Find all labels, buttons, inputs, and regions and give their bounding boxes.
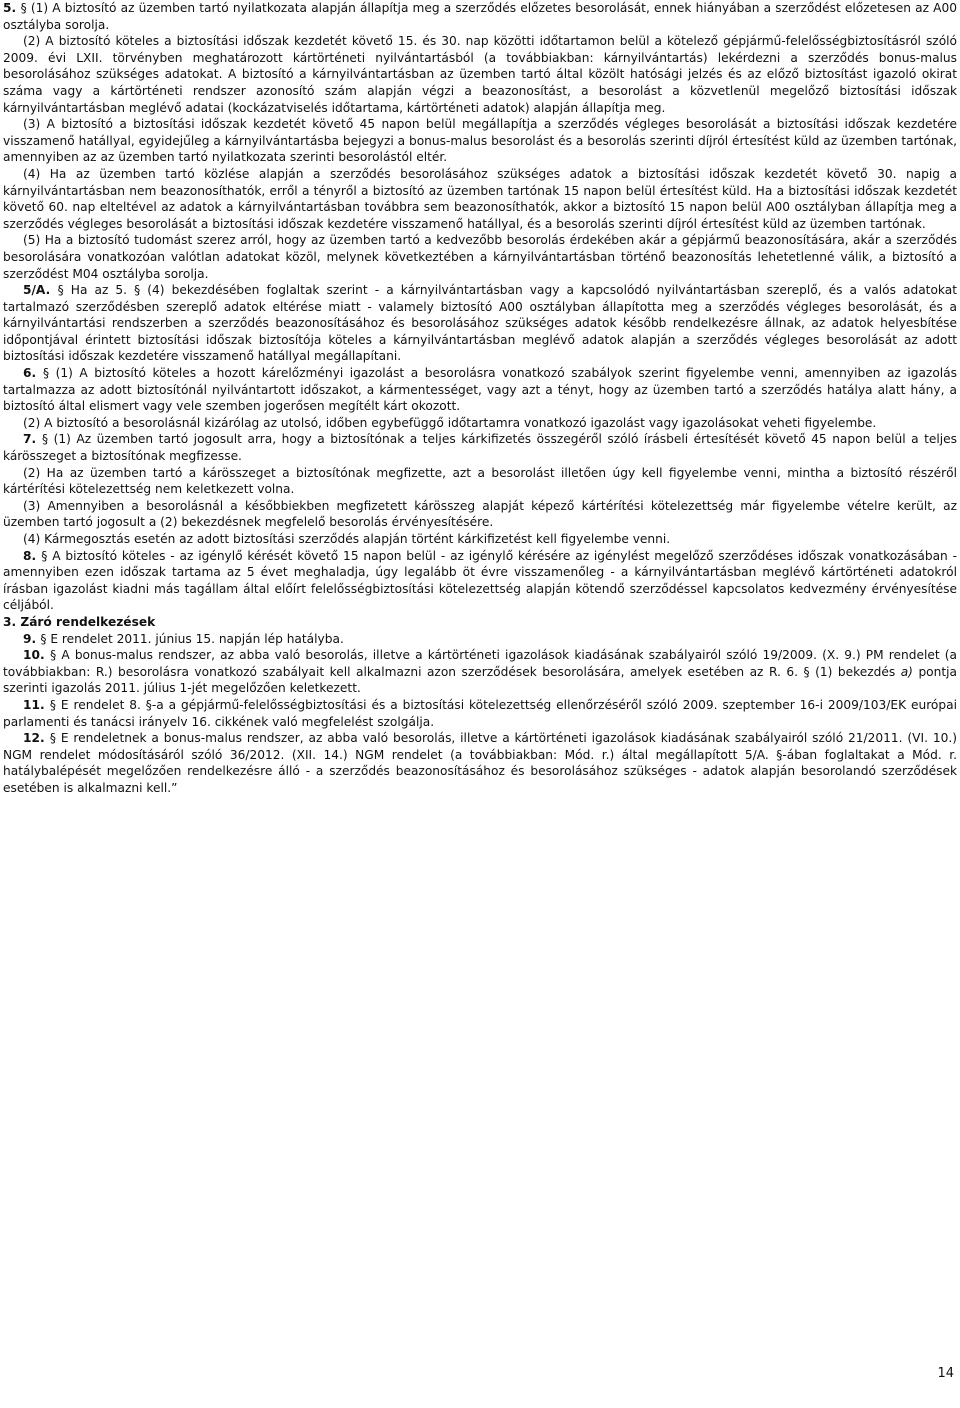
section-5-paragraph-3: (3) A biztosító a biztosítási időszak kezdetét követő 45 napon belül megállapítja a szerződés végleges besorolását a biztosítási időszak kezdetére visszamenő hatállyal, egyidejűleg a kárnyilvántartásba bejegyzi a bonus-malus besorolást és a besorolás szerinti díjról értesítést küld az üzemben tartónak, amennyiben az az üzemben tartó nyilatkozata szerinti besorolástól eltér. (3, 117, 957, 165)
paragraph-text: § E rendelet 8. §-a a gépjármű-felelősségbiztosítási és a biztosítási kötelezettség ellenőrzéséről szóló 2009. szeptember 16-i 2009/103/EK európai parlamenti és tanácsi irányelv 16. cikkének való megfelelést szolgálja. (3, 697, 957, 729)
paragraph-text: § (1) A biztosító köteles a hozott kárelőzményi igazolást a besorolásra vonatkozó szabályok szerint figyelembe venni, amennyiben az igazolás tartalmazza az adott biztosítónál nyilvántartott időszakot, a kármentességet, vagy azt a tényt, hogy az üzemben tartó a szerződés hatálya alatt hány, a biztosító által elismert vagy vele szemben jogerősen megítélt kárt okozott. (3, 366, 957, 414)
section-number: 9. (23, 631, 41, 646)
section-12 (3, 730, 957, 796)
section-number: 7. (23, 432, 43, 447)
paragraph-text: § Ha az 5. § (4) bekezdésében foglaltak szerint - a kárnyilvántartásban vagy a kapcsolódó nyilvántartásban szereplő, és a valós adatokat tartalmazó szerződésben szereplő adatok eltérése miatt - valamely biztosító A00 osztályban állapította meg a szerződés végleges besorolását, és a kárnyilvántartási rendszerben a szerződés beazonosításához és besorolásához szükséges adatok később rendelkezésre állnak, az adatok helyesbítése időpontjával érintett biztosítási időszak biztosítója köteles a kárnyilvántartásban meglévő adatok alapján a szerződés végleges besorolását az adott biztosítási időszak kezdetére visszamenő hatállyal megállapítani. (3, 283, 957, 364)
section-7-paragraph-4: (4) Kármegosztás esetén az adott biztosítási szerződés alapján történt kárkifizetést kell figyelembe venni. (23, 532, 671, 546)
section-number: 5. (3, 1, 21, 15)
section-9 (3, 631, 957, 648)
section-7-paragraph-1 (3, 431, 957, 464)
section-5-paragraph-1 (3, 0, 957, 33)
paragraph-text: § A biztosító köteles - az igénylő kérését követő 15 napon belül - az igénylő kérésére az igénylést megelőző szerződéses időszak vonatkozásában - amennyiben ezen időszak tartama az 5 évet meghaladja, úgy legalább öt évre visszamenőleg - a kárnyilvántartásban meglévő kártörténeti adatokról írásban igazolást kiadni más tagállam által előírt felelősségbiztosítási kötelezettség alapján kötendő szerződéssel kapcsolatos kedvezmény érvényesítése céljából. (3, 548, 957, 613)
paragraph-text: § (1) Az üzemben tartó jogosult arra, hogy a biztosítónak a teljes kárkifizetés összegéről szóló írásbeli értesítését követő 45 napon belül a teljes kárösszeget a biztosítónak megfizesse. (3, 432, 957, 464)
section-7-paragraph-2: (2) Ha az üzemben tartó a kárösszeget a biztosítónak megfizette, azt a besorolást illetően úgy kell figyelembe venni, mintha a biztosító részéről kártérítési kötelezettség nem keletkezett volna. (3, 465, 957, 497)
section-11 (3, 697, 957, 730)
section-5-paragraph-5: (5) Ha a biztosító tudomást szerez arról, hogy az üzemben tartó a kedvezőbb besorolás érdekében akár a gépjármű beazonosítására, akár a szerződés besorolására vonatkozóan valótlan adatokat közöl, melynek következtében a kárnyilvántartásban történő beazonosítás lehetetlenné válik, a biztosító a szerződést M04 osztályba sorolja. (3, 233, 957, 281)
document-page (3, 0, 957, 797)
section-5-paragraph-2: (2) A biztosító köteles a biztosítási időszak kezdetét követő 15. és 30. nap közötti időtartamon belül a kötelező gépjármű-felelősségbiztosításról szóló 2009. évi LXII. törvényben meghatározott kártörténeti nyilvántartásból (a továbbiakban: kárnyilvántartás) lekérdezni a szerződés bonus-malus besorolásához szükséges adatokat. A biztosító a kárnyilvántartásban az üzemben tartó által közölt hatósági jelzés és az előző biztosítást igazoló okirat száma vagy a kártörténeti rendszer azonosító szám alapján végzi a beazonosítást, a besorolást a közvetlenül megelőző biztosítási időszak kárnyilvántartásban meglévő adatai (kockázatviselés időtartama, kártörténeti adatok) alapján állapítja meg. (3, 34, 957, 115)
section-7-paragraph-3: (3) Amennyiben a besorolásnál a későbbiekben megfizetett kárösszeg alapját képező kártérítési kötelezettség már figyelembe vételre került, az üzemben tartó jogosult a (2) bekezdésnek megfelelő besorolás érvényesítésére. (3, 498, 957, 530)
section-number: 6. (23, 366, 44, 381)
section-6-paragraph-1 (3, 365, 957, 415)
italic-point-label: a) (900, 664, 913, 679)
paragraph-text: § E rendeletnek a bonus-malus rendszer, az abba való besorolás, illetve a kártörténeti igazolások kiadásának szabályairól szóló 21/2011. (VI. 10.) NGM rendelet módosításáról szóló 36/2012. (XII. 14.) NGM rendelet (a továbbiakban: Mód. r.) által megállapított 5/A. §-ában foglaltakat a Mód. r. hatálybalépését megelőzően rendelkezésre álló - a szerződés beazonosításához és besorolásához szükséges - adatok alapján besorolandó szerződések esetében is alkalmazni kell.” (3, 731, 957, 795)
section-5-paragraph-4: (4) Ha az üzemben tartó közlése alapján a szerződés besorolásához szükséges adatok a biztosítási időszak kezdetét követő 30. napig a kárnyilvántartásban nem beazonosíthatók, erről a tényről a biztosító az üzemben tartónak 15 napon belül értesítést küld. Ha a biztosítási időszak kezdetét követő 60. nap elteltével az adatok a kárnyilvántartásban továbbra sem beazonosíthatók, akkor a biztosító 15 napon belül A00 osztályban állapítja meg a szerződés végleges besorolását a biztosítási időszak kezdetére visszamenő hatállyal, és a besorolás szerinti díjról értesítést küld az üzemben tartónak. (3, 166, 957, 231)
paragraph-text: § E rendelet 2011. június 15. napján lép hatályba. (40, 631, 344, 646)
section-number: 10. (23, 648, 51, 663)
page-number: 14 (937, 1366, 954, 1381)
section-8 (3, 548, 957, 614)
section-10 (3, 647, 957, 697)
section-number: 11. (23, 697, 50, 712)
paragraph-text: § A bonus-malus rendszer, az abba való besorolás, illetve a kártörténeti igazolások kiadásának szabályairól szóló 19/2009. (X. 9.) PM rendelet (a továbbiakban: R.) besorolásra vonatkozó szabályait kell alkalmazni azon szerződések besorolására, amelyek esetében az R. 6. § (1) bekezdés (3, 648, 957, 679)
section-number: 12. (23, 731, 50, 746)
paragraph-text: pontja szerinti igazolás 2011. július 1-jét megelőzően keletkezett. (3, 664, 957, 696)
section-number: 8. (23, 548, 42, 563)
section-5a (3, 282, 957, 365)
section-number: 5/A. (23, 283, 58, 298)
chapter-heading: 3. Záró rendelkezések (3, 614, 156, 629)
section-6-paragraph-2: (2) A biztosító a besorolásnál kizárólag az utolsó, időben egybefüggő időtartamra vonatkozó igazolást vagy igazolásokat veheti figyelembe. (23, 415, 877, 430)
paragraph-text: § (1) A biztosító az üzemben tartó nyilatkozata alapján állapítja meg a szerződés előzetes besorolását, ennek hiányában a szerződést előzetesen az A00 osztályba sorolja. (3, 1, 957, 32)
